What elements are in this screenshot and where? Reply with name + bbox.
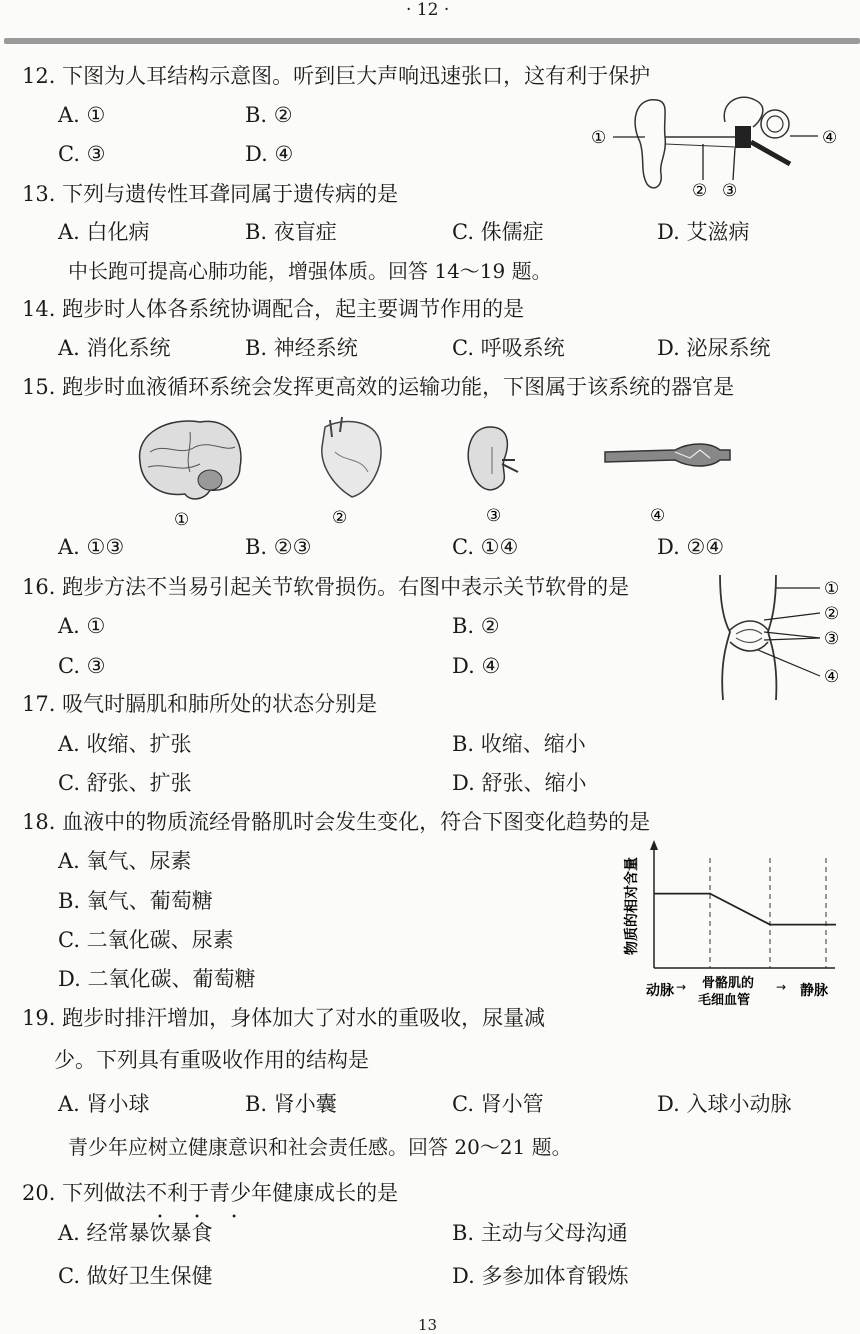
brain-image (140, 421, 241, 499)
organ-label-1: ① (174, 510, 190, 530)
organ-label-2: ② (332, 508, 348, 528)
ear-label-3: ③ (722, 181, 738, 201)
q13-option-c[interactable]: C. 侏儒症 (452, 220, 544, 244)
y-axis-label: 物质的相对含量 (624, 857, 640, 955)
q19-option-a[interactable]: A. 肾小球 (58, 1092, 150, 1116)
q12-option-c[interactable]: C. ③ (58, 142, 106, 166)
q17-option-d[interactable]: D. 舒张、缩小 (452, 771, 587, 795)
q14-option-a[interactable]: A. 消化系统 (58, 336, 171, 360)
q14-option-d[interactable]: D. 泌尿系统 (657, 336, 771, 360)
knee-joint-diagram (708, 570, 858, 705)
q17-option-c[interactable]: C. 舒张、扩张 (58, 771, 192, 795)
page-number-top: · 12 · (406, 0, 450, 20)
knee-label-3: ③ (824, 629, 840, 649)
kidney-image (468, 427, 518, 490)
q19-option-d[interactable]: D. 入球小动脉 (657, 1092, 792, 1116)
q16-stem: 16. 跑步方法不当易引起关节软骨损伤。右图中表示关节软骨的是 (22, 575, 630, 599)
page-number-bottom: 13 (418, 1316, 438, 1334)
q20-option-c[interactable]: C. 做好卫生保健 (58, 1264, 213, 1288)
substance-change-chart (610, 838, 850, 1016)
y-axis-arrow (650, 840, 658, 850)
blood-vessel-image (605, 444, 730, 466)
q12-option-d[interactable]: D. ④ (245, 142, 294, 166)
q20-option-b[interactable]: B. 主动与父母沟通 (452, 1221, 628, 1245)
q16-option-d[interactable]: D. ④ (452, 654, 501, 678)
q15-option-c[interactable]: C. ①④ (452, 535, 519, 559)
q18-stem: 18. 血液中的物质流经骨骼肌时会发生变化，符合下图变化趋势的是 (22, 810, 651, 834)
intro-20-21: 青少年应树立健康意识和社会责任感。回答 20～21 题。 (68, 1135, 572, 1159)
q16-option-b[interactable]: B. ② (452, 614, 500, 638)
q12-stem: 12. 下图为人耳结构示意图。听到巨大声响迅速张口，这有利于保护 (22, 64, 651, 88)
q13-option-d[interactable]: D. 艾滋病 (657, 220, 750, 244)
q13-option-a[interactable]: A. 白化病 (58, 220, 150, 244)
q20-option-d[interactable]: D. 多参加体育锻炼 (452, 1264, 629, 1288)
q19-option-c[interactable]: C. 肾小管 (452, 1092, 544, 1116)
q16-option-c[interactable]: C. ③ (58, 654, 106, 678)
q15-option-d[interactable]: D. ②④ (657, 535, 725, 559)
q19-option-b[interactable]: B. 肾小囊 (245, 1092, 337, 1116)
q13-stem: 13. 下列与遗传性耳聋同属于遗传病的是 (22, 182, 399, 206)
q18-option-b[interactable]: B. 氧气、葡萄糖 (58, 889, 213, 913)
ear-label-1: ① (591, 128, 607, 148)
knee-label-1: ① (824, 579, 840, 599)
q14-stem: 14. 跑步时人体各系统协调配合，起主要调节作用的是 (22, 297, 525, 321)
knee-label-2: ② (824, 604, 840, 624)
q14-option-c[interactable]: C. 呼吸系统 (452, 336, 565, 360)
x-label-capillary-line2: 毛细血管 (698, 993, 751, 1008)
q17-option-b[interactable]: B. 收缩、缩小 (452, 732, 586, 756)
ear-diagram (585, 92, 855, 204)
knee-label-4: ④ (824, 667, 840, 687)
q17-stem: 17. 吸气时膈肌和肺所处的状态分别是 (22, 692, 378, 716)
q20-option-a[interactable]: A. 经常暴饮暴食 (58, 1221, 213, 1245)
q19-stem-line2: 少。下列具有重吸收作用的结构是 (54, 1048, 369, 1072)
ear-label-4: ④ (822, 128, 838, 148)
q20-stem: 20. 下列做法不利于青少年健康成长的是 (22, 1181, 399, 1205)
x-label-vein: 静脉 (800, 983, 828, 999)
trend-line (654, 894, 836, 925)
q18-option-c[interactable]: C. 二氧化碳、尿素 (58, 928, 234, 952)
q16-option-a[interactable]: A. ① (58, 614, 106, 638)
arrow-2: → (776, 980, 787, 994)
q17-option-a[interactable]: A. 收缩、扩张 (58, 732, 192, 756)
intro-14-19: 中长跑可提高心肺功能，增强体质。回答 14～19 题。 (68, 259, 552, 283)
organ-label-3: ③ (486, 506, 502, 526)
q15-option-b[interactable]: B. ②③ (245, 535, 312, 559)
ear-label-2: ② (692, 181, 708, 201)
q19-stem-line1: 19. 跑步时排汗增加，身体加大了对水的重吸收，尿量减 (22, 1006, 546, 1030)
q20-emphasis-dots: • • • (157, 1212, 252, 1223)
q12-option-b[interactable]: B. ② (245, 103, 293, 127)
x-label-artery: 动脉 (646, 983, 674, 999)
header-rule (4, 38, 860, 44)
q15-stem: 15. 跑步时血液循环系统会发挥更高效的运输功能，下图属于该系统的器官是 (22, 375, 735, 399)
q15-option-a[interactable]: A. ①③ (58, 535, 125, 559)
x-label-capillary-line1: 骨骼肌的 (702, 976, 755, 991)
organ-label-4: ④ (650, 506, 666, 526)
q18-option-d[interactable]: D. 二氧化碳、葡萄糖 (58, 967, 256, 991)
q12-option-a[interactable]: A. ① (58, 103, 106, 127)
q14-option-b[interactable]: B. 神经系统 (245, 336, 358, 360)
page-header (0, 0, 860, 50)
organ-figures (130, 412, 740, 532)
q18-option-a[interactable]: A. 氧气、尿素 (58, 849, 192, 873)
heart-image (322, 417, 381, 497)
arrow-1: → (676, 980, 687, 994)
q13-option-b[interactable]: B. 夜盲症 (245, 220, 337, 244)
